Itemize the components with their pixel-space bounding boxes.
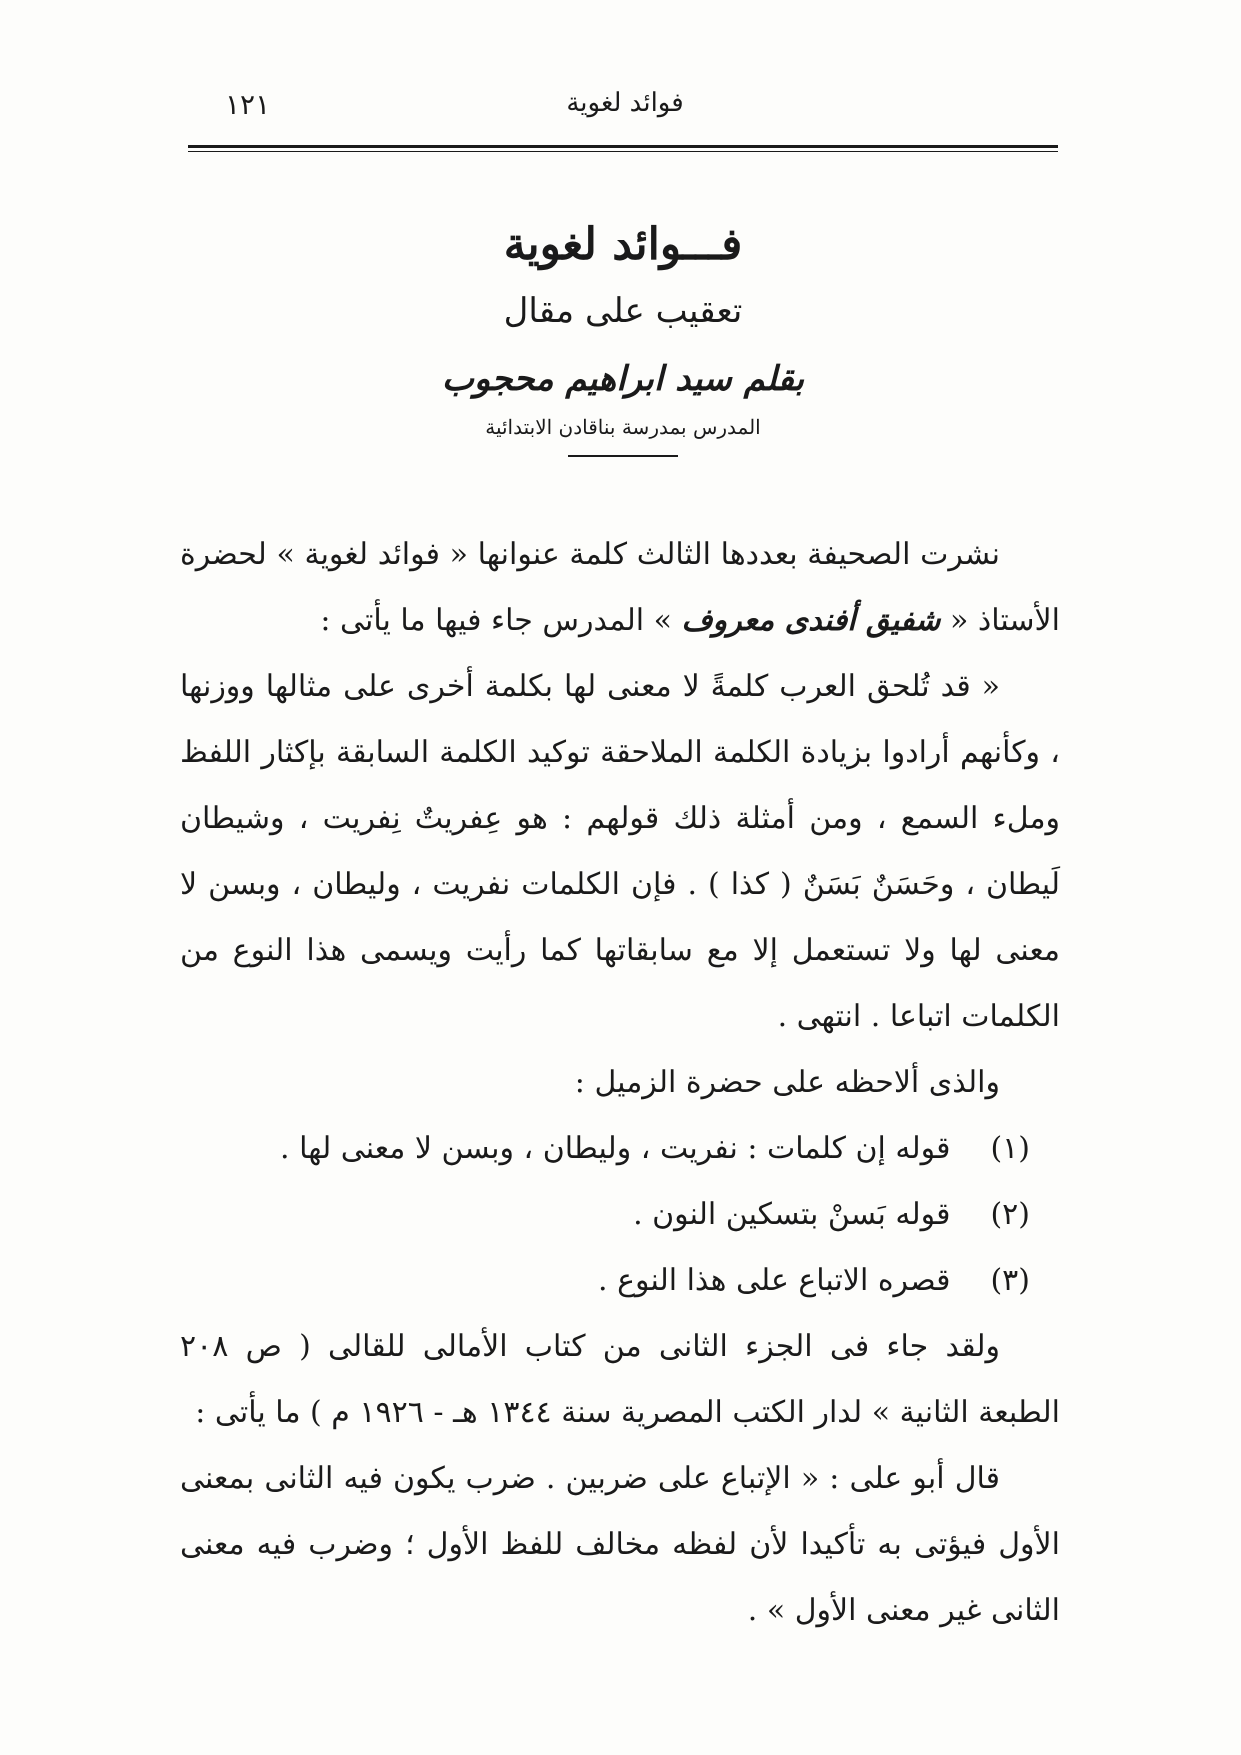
list-item: [180, 1182, 1060, 1248]
article-body: [180, 522, 1060, 1644]
intro-text-b: » المدرس جاء فيها ما يأتى :: [320, 603, 672, 638]
article-subtitle: تعقيب على مقال: [503, 291, 743, 331]
header-rule: [188, 145, 1058, 148]
observation-list: [180, 1116, 1060, 1314]
article-title: فـــوائد لغوية: [503, 219, 743, 270]
running-header: [190, 88, 1060, 128]
list-item: [180, 1248, 1060, 1314]
list-item-text: قوله بَسنْ بتسكين النون .: [633, 1197, 951, 1232]
title-block: [188, 215, 1058, 457]
author-affiliation: المدرس بمدرسة بناقادن الابتدائية: [485, 415, 761, 439]
title-divider: [568, 455, 678, 457]
list-item-number: (٢): [990, 1197, 1030, 1232]
paragraph-observation: والذى ألاحظه على حضرة الزميل :: [574, 1065, 1000, 1100]
intro-text-a: نشرت الصحيفة بعددها الثالث كلمة عنوانها « فوائد لغوية » لحضرة الأستاذ «: [180, 537, 1060, 638]
author-line: بقلم سيد ابراهيم محجوب: [441, 359, 805, 399]
list-item-text: قوله إن كلمات : نفريت ، وليطان ، وبسن لا معنى لها .: [280, 1131, 951, 1166]
paragraph-quote: « قد تُلحق العرب كلمةً لا معنى لها بكلمة أخرى على مثالها ووزنها ، وكأنهم أرادوا بزيادة الكلمة الملاحقة توكيد الكلمة السابقة بإكثار اللفظ وملء السمع ، ومن أمثلة ذلك قولهم : هو عِفريتٌ نِفريت ، وشيطان لَيطان ، وحَسَنٌ بَسَنٌ ( كذا ) . فإن الكلمات نفريت ، وليطان ، وبسن لا معنى لها ولا تستعمل إلا مع سابقاتها كما رأيت ويسمى هذا النوع من الكلمات اتباعا . انتهى .: [180, 669, 1060, 1034]
page-number: ١٢١: [225, 88, 271, 121]
list-item-number: (٣): [990, 1263, 1030, 1298]
list-item: [180, 1116, 1060, 1182]
list-item-text: قصره الاتباع على هذا النوع .: [598, 1263, 951, 1298]
list-item-number: (١): [990, 1131, 1030, 1166]
referenced-author-name: شفيق أفندى معروف: [681, 603, 941, 638]
header-rule-thin: [188, 151, 1058, 152]
paragraph-abu-ali-quote: قال أبو على : « الإتباع على ضربين . ضرب يكون فيه الثانى بمعنى الأول فيؤتى به تأكيدا لأن لفظه مخالف للفظ الأول ؛ وضرب فيه معنى الثانى غير معنى الأول » .: [180, 1461, 1060, 1628]
paragraph-source: ولقد جاء فى الجزء الثانى من كتاب الأمالى للقالى ( ص ٢٠٨ الطبعة الثانية » لدار الكتب المصرية سنة ١٣٤٤ هـ - ١٩٢٦ م ) ما يأتى :: [180, 1329, 1060, 1430]
paragraph-intro: [180, 522, 1060, 654]
running-header-title: فوائد لغوية: [566, 88, 684, 118]
